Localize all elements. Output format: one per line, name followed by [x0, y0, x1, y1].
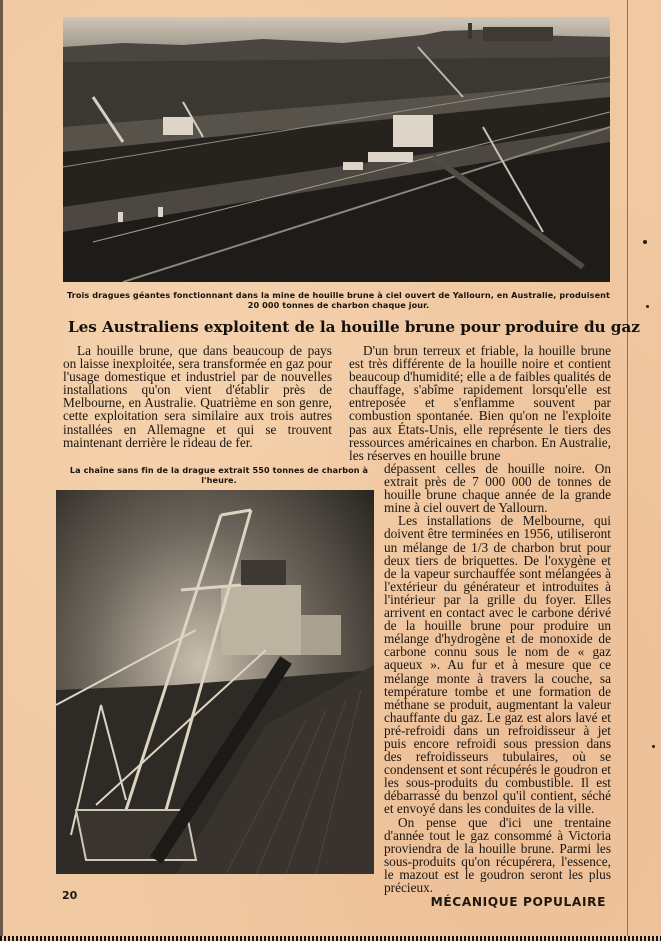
magazine-name: MÉCANIQUE POPULAIRE [430, 895, 606, 909]
paragraph-outlook: On pense que d'ici une trentaine d'année tout le gaz consommé à Victoria proviendra de la houille brune. Parmi les sous-produits qu'on récupérera, l'essence, le mazout est le goudron seront les plus précieux. [384, 814, 611, 895]
paper-speck [643, 240, 647, 244]
page-number: 20 [62, 889, 78, 902]
paragraph-description: D'un brun terreux et friable, la houille brune est très différente de la houille noire et contient beaucoup d'humidité; elle a de faibles qualités de chauffage, s'abîme rapidement lorsqu'elle est entreposée et s'enflamme souvent par combustion spontanée. Bien qu'on ne l'exploite pas aux États-Unis, elle représente le tiers des ressources américaines en charbon. En Australie, les réserves en houille brune [349, 343, 611, 463]
paragraph-intro: La houille brune, que dans beaucoup de pays on laisse inexploitée, sera transformée en gaz pour l'usage domestique et industriel par de nouvelles installations qu'on vient d'établir près de Melbourne, en Australie. Quatrième en son genre, cette exploitation sera similaire aux trois autres installées en Allemagne et qui se trouvent maintenant derrière le rideau de fer. [63, 343, 332, 450]
top-photo-caption: Trois dragues géantes fonctionnant dans la mine de houille brune à ciel ouvert de Yallourn, en Australie, produisent 20 000 tonnes de charbon chaque jour. [67, 290, 610, 310]
bottom-edge-tick-strip [0, 936, 661, 941]
article-column-right-top [349, 344, 611, 462]
article-column-left [63, 344, 332, 449]
photo-open-pit-mine [63, 17, 610, 282]
page-left-edge [0, 0, 3, 941]
paragraph-installations: Les installations de Melbourne, qui doivent être terminées en 1956, utiliseront un mélange de 1/3 de charbon brut pour deux tiers de briquettes. De l'oxygène et de la vapeur surchauffée sont mélangées à l'extérieur du générateur et introduites à l'intérieur par la grille du foyer. Elles arrivent en contact avec le carbone dérivé de la houille brune pour produire un mélange d'hydrogène et de monoxide de carbone connu sous le nom de « gaz aqueux ». Au fur et à mesure que ce mélange monte à travers la couche, sa température tombe et une formation de méthane se produit, augmentant la valeur chauffante du gaz. Le gaz est alors lavé et pré-refroidi dans un refroidisseur à jet puis encore refroidi sous pression dans des refroidisseurs tubulaires, où se condensent et sont récupérés le goudron et les sous-produits du combustible. Il est débarrassé du benzol qu'il contient, séché et envoyé dans les conduites de la ville. [384, 513, 611, 817]
page-fold-line [627, 0, 628, 941]
open-pit-mine-illustration [63, 17, 610, 282]
article-column-right-bottom [384, 462, 611, 894]
bottom-photo-caption: La chaîne sans fin de la drague extrait 550 tonnes de charbon à l'heure. [69, 465, 369, 485]
article-title: Les Australiens exploitent de la houille brune pour produire du gaz [68, 318, 640, 336]
paper-speck [652, 745, 655, 748]
photo-dredge-chain [56, 490, 374, 874]
paragraph-description-continued: dépassent celles de houille noire. On extrait près de 7 000 000 de tonnes de houille brune chaque année de la grande mine à ciel ouvert de Yallourn. [384, 461, 611, 516]
paper-speck [646, 305, 649, 308]
dredge-illustration [56, 490, 374, 874]
